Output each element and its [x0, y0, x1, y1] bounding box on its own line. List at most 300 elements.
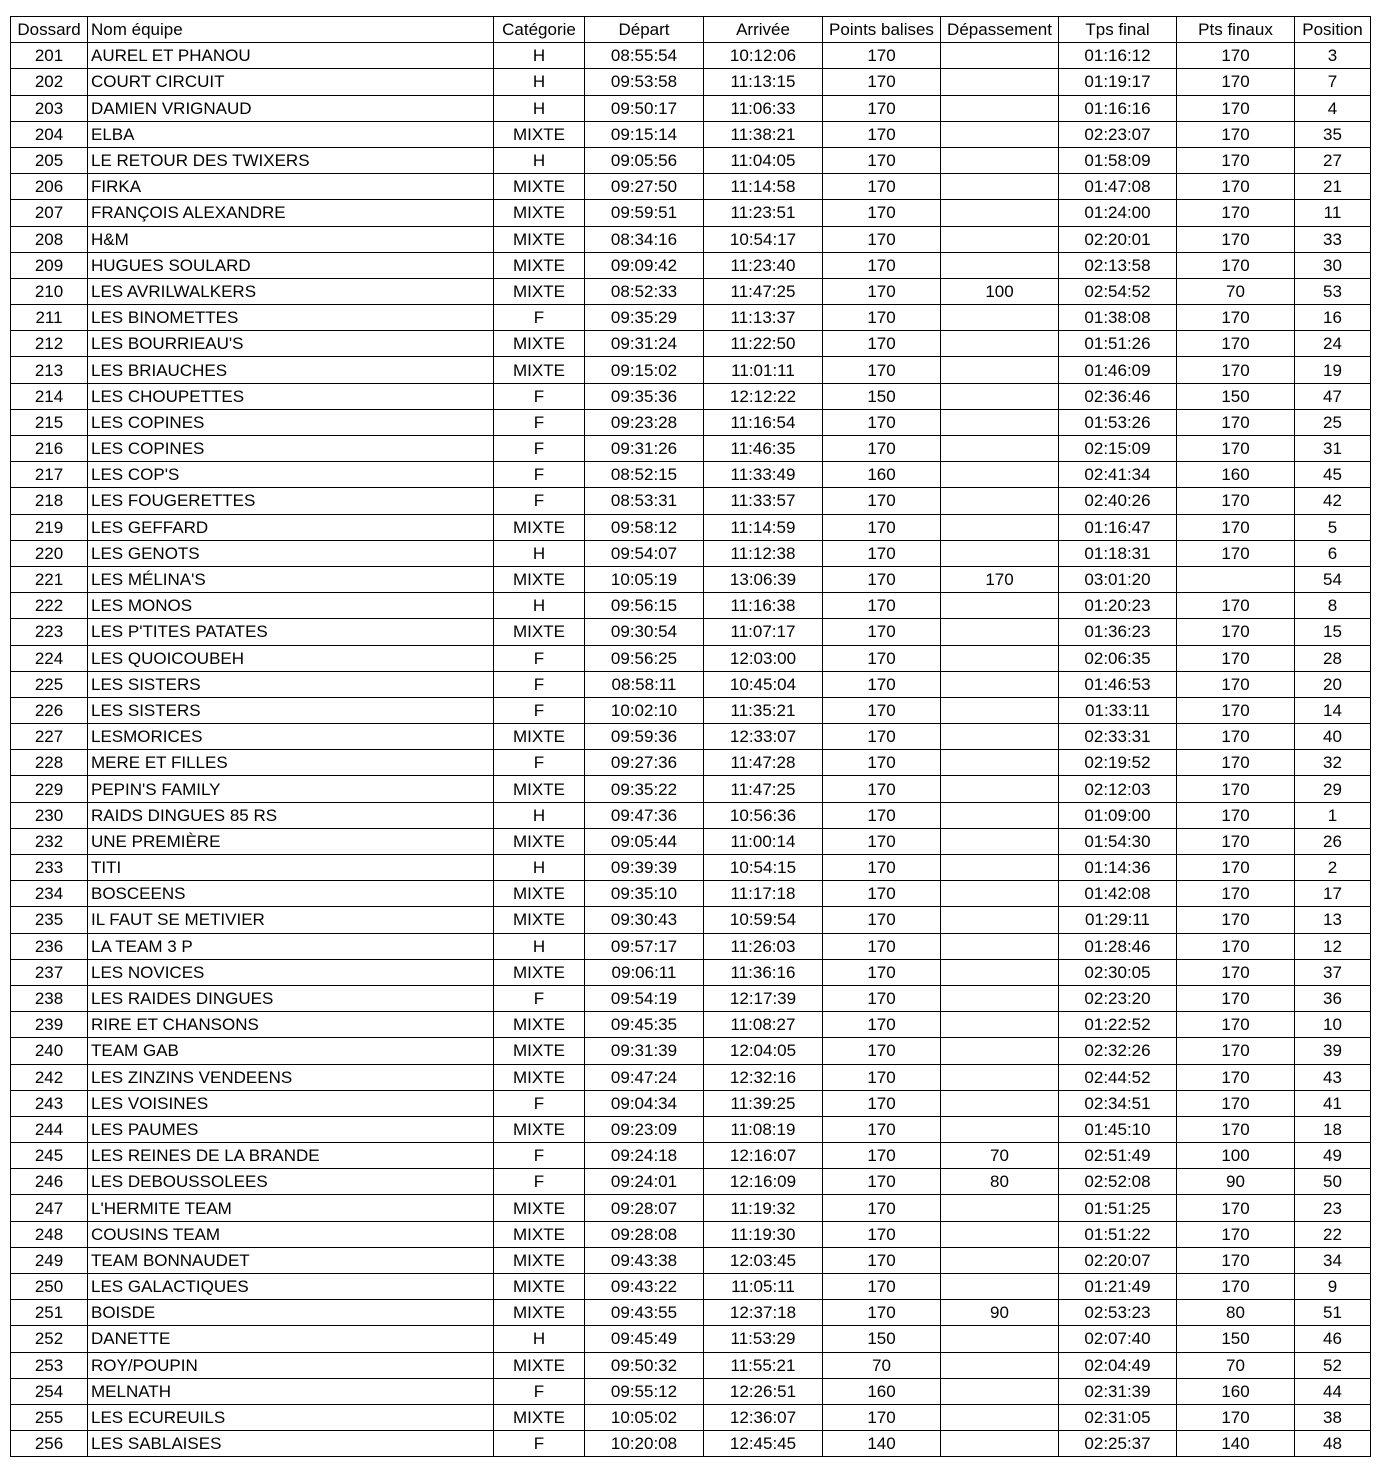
- pts-finaux-cell: 80: [1177, 1300, 1295, 1326]
- points-balises-cell: 170: [823, 1116, 941, 1142]
- categorie-cell: MIXTE: [494, 1116, 585, 1142]
- depart-cell: 09:47:36: [585, 802, 704, 828]
- table-row: [11, 1221, 1371, 1247]
- dossard-cell: 205: [11, 147, 88, 173]
- arrivee-cell: 11:01:11: [704, 357, 823, 383]
- categorie-cell: F: [494, 697, 585, 723]
- table-row: [11, 776, 1371, 802]
- depassement-cell: [941, 1064, 1059, 1090]
- pts-finaux-cell: 170: [1177, 357, 1295, 383]
- table-row: [11, 1116, 1371, 1142]
- tps-final-cell: 02:33:31: [1059, 724, 1177, 750]
- arrivee-cell: 11:14:59: [704, 514, 823, 540]
- depart-cell: 09:24:18: [585, 1143, 704, 1169]
- depart-cell: 09:06:11: [585, 959, 704, 985]
- depassement-cell: [941, 121, 1059, 147]
- depassement-cell: [941, 1247, 1059, 1273]
- arrivee-cell: 12:36:07: [704, 1404, 823, 1430]
- position-cell: 44: [1295, 1378, 1371, 1404]
- arrivee-cell: 11:33:57: [704, 488, 823, 514]
- pts-finaux-cell: 170: [1177, 1090, 1295, 1116]
- dossard-cell: 203: [11, 95, 88, 121]
- nom-equipe-cell: HUGUES SOULARD: [88, 252, 494, 278]
- depart-cell: 09:59:36: [585, 724, 704, 750]
- results-table: [10, 16, 1371, 1457]
- column-header-pts-finaux: Pts finaux: [1177, 17, 1295, 43]
- table-row: [11, 226, 1371, 252]
- categorie-cell: F: [494, 1143, 585, 1169]
- dossard-cell: 201: [11, 43, 88, 69]
- dossard-cell: 251: [11, 1300, 88, 1326]
- dossard-cell: 245: [11, 1143, 88, 1169]
- depart-cell: 08:52:15: [585, 462, 704, 488]
- dossard-cell: 256: [11, 1431, 88, 1457]
- position-cell: 38: [1295, 1404, 1371, 1430]
- nom-equipe-cell: TEAM BONNAUDET: [88, 1247, 494, 1273]
- position-cell: 2: [1295, 855, 1371, 881]
- tps-final-cell: 02:40:26: [1059, 488, 1177, 514]
- categorie-cell: H: [494, 43, 585, 69]
- nom-equipe-cell: H&M: [88, 226, 494, 252]
- table-row: [11, 488, 1371, 514]
- position-cell: 41: [1295, 1090, 1371, 1116]
- arrivee-cell: 10:45:04: [704, 671, 823, 697]
- categorie-cell: F: [494, 409, 585, 435]
- pts-finaux-cell: 150: [1177, 383, 1295, 409]
- tps-final-cell: 01:16:12: [1059, 43, 1177, 69]
- pts-finaux-cell: 170: [1177, 488, 1295, 514]
- tps-final-cell: 01:38:08: [1059, 305, 1177, 331]
- position-cell: 14: [1295, 697, 1371, 723]
- position-cell: 29: [1295, 776, 1371, 802]
- nom-equipe-cell: MERE ET FILLES: [88, 750, 494, 776]
- dossard-cell: 210: [11, 278, 88, 304]
- arrivee-cell: 11:46:35: [704, 436, 823, 462]
- depassement-cell: [941, 383, 1059, 409]
- nom-equipe-cell: LES PAUMES: [88, 1116, 494, 1142]
- dossard-cell: 229: [11, 776, 88, 802]
- pts-finaux-cell: 170: [1177, 226, 1295, 252]
- pts-finaux-cell: 170: [1177, 200, 1295, 226]
- dossard-cell: 206: [11, 174, 88, 200]
- table-row: [11, 907, 1371, 933]
- depassement-cell: [941, 985, 1059, 1011]
- dossard-cell: 244: [11, 1116, 88, 1142]
- pts-finaux-cell: 170: [1177, 540, 1295, 566]
- table-row: [11, 436, 1371, 462]
- nom-equipe-cell: LES P'TITES PATATES: [88, 619, 494, 645]
- tps-final-cell: 01:20:23: [1059, 593, 1177, 619]
- points-balises-cell: 170: [823, 566, 941, 592]
- points-balises-cell: 170: [823, 724, 941, 750]
- results-body: [11, 43, 1371, 1457]
- column-header-position: Position: [1295, 17, 1371, 43]
- position-cell: 32: [1295, 750, 1371, 776]
- categorie-cell: MIXTE: [494, 278, 585, 304]
- arrivee-cell: 12:12:22: [704, 383, 823, 409]
- arrivee-cell: 11:19:30: [704, 1221, 823, 1247]
- pts-finaux-cell: 170: [1177, 645, 1295, 671]
- nom-equipe-cell: BOSCEENS: [88, 881, 494, 907]
- arrivee-cell: 11:47:25: [704, 278, 823, 304]
- nom-equipe-cell: LES REINES DE LA BRANDE: [88, 1143, 494, 1169]
- table-row: [11, 409, 1371, 435]
- depassement-cell: [941, 619, 1059, 645]
- position-cell: 23: [1295, 1195, 1371, 1221]
- nom-equipe-cell: LES NOVICES: [88, 959, 494, 985]
- dossard-cell: 204: [11, 121, 88, 147]
- categorie-cell: MIXTE: [494, 331, 585, 357]
- nom-equipe-cell: LES ECUREUILS: [88, 1404, 494, 1430]
- pts-finaux-cell: 170: [1177, 776, 1295, 802]
- tps-final-cell: 02:30:05: [1059, 959, 1177, 985]
- nom-equipe-cell: LES FOUGERETTES: [88, 488, 494, 514]
- depassement-cell: 90: [941, 1300, 1059, 1326]
- tps-final-cell: 01:29:11: [1059, 907, 1177, 933]
- position-cell: 1: [1295, 802, 1371, 828]
- dossard-cell: 243: [11, 1090, 88, 1116]
- arrivee-cell: 11:16:38: [704, 593, 823, 619]
- dossard-cell: 223: [11, 619, 88, 645]
- arrivee-cell: 10:54:15: [704, 855, 823, 881]
- pts-finaux-cell: 170: [1177, 619, 1295, 645]
- tps-final-cell: 01:54:30: [1059, 828, 1177, 854]
- categorie-cell: MIXTE: [494, 1300, 585, 1326]
- position-cell: 24: [1295, 331, 1371, 357]
- table-row: [11, 855, 1371, 881]
- points-balises-cell: 170: [823, 436, 941, 462]
- categorie-cell: MIXTE: [494, 226, 585, 252]
- categorie-cell: F: [494, 750, 585, 776]
- dossard-cell: 228: [11, 750, 88, 776]
- points-balises-cell: 170: [823, 1274, 941, 1300]
- nom-equipe-cell: ROY/POUPIN: [88, 1352, 494, 1378]
- position-cell: 25: [1295, 409, 1371, 435]
- depart-cell: 09:45:35: [585, 1012, 704, 1038]
- pts-finaux-cell: 170: [1177, 855, 1295, 881]
- position-cell: 28: [1295, 645, 1371, 671]
- table-row: [11, 750, 1371, 776]
- nom-equipe-cell: AUREL ET PHANOU: [88, 43, 494, 69]
- nom-equipe-cell: BOISDE: [88, 1300, 494, 1326]
- arrivee-cell: 12:33:07: [704, 724, 823, 750]
- table-row: [11, 1274, 1371, 1300]
- depart-cell: 09:05:56: [585, 147, 704, 173]
- dossard-cell: 240: [11, 1038, 88, 1064]
- nom-equipe-cell: FRANÇOIS ALEXANDRE: [88, 200, 494, 226]
- categorie-cell: H: [494, 95, 585, 121]
- arrivee-cell: 12:45:45: [704, 1431, 823, 1457]
- pts-finaux-cell: 170: [1177, 1221, 1295, 1247]
- depassement-cell: [941, 1378, 1059, 1404]
- points-balises-cell: 170: [823, 252, 941, 278]
- position-cell: 49: [1295, 1143, 1371, 1169]
- depassement-cell: [941, 252, 1059, 278]
- arrivee-cell: 11:08:19: [704, 1116, 823, 1142]
- dossard-cell: 219: [11, 514, 88, 540]
- arrivee-cell: 11:13:37: [704, 305, 823, 331]
- tps-final-cell: 02:31:05: [1059, 1404, 1177, 1430]
- arrivee-cell: 11:55:21: [704, 1352, 823, 1378]
- arrivee-cell: 11:19:32: [704, 1195, 823, 1221]
- depassement-cell: [941, 933, 1059, 959]
- table-row: [11, 933, 1371, 959]
- categorie-cell: H: [494, 147, 585, 173]
- depassement-cell: [941, 95, 1059, 121]
- tps-final-cell: 02:44:52: [1059, 1064, 1177, 1090]
- arrivee-cell: 10:12:06: [704, 43, 823, 69]
- position-cell: 16: [1295, 305, 1371, 331]
- pts-finaux-cell: [1177, 566, 1295, 592]
- dossard-cell: 246: [11, 1169, 88, 1195]
- dossard-cell: 211: [11, 305, 88, 331]
- categorie-cell: H: [494, 593, 585, 619]
- column-header-categorie: Catégorie: [494, 17, 585, 43]
- position-cell: 37: [1295, 959, 1371, 985]
- depassement-cell: [941, 776, 1059, 802]
- dossard-cell: 230: [11, 802, 88, 828]
- tps-final-cell: 01:16:47: [1059, 514, 1177, 540]
- tps-final-cell: 01:51:22: [1059, 1221, 1177, 1247]
- tps-final-cell: 01:28:46: [1059, 933, 1177, 959]
- depassement-cell: [941, 724, 1059, 750]
- depart-cell: 09:35:29: [585, 305, 704, 331]
- table-row: [11, 514, 1371, 540]
- pts-finaux-cell: 160: [1177, 1378, 1295, 1404]
- arrivee-cell: 11:33:49: [704, 462, 823, 488]
- position-cell: 5: [1295, 514, 1371, 540]
- tps-final-cell: 01:18:31: [1059, 540, 1177, 566]
- depassement-cell: [941, 1038, 1059, 1064]
- nom-equipe-cell: COUSINS TEAM: [88, 1221, 494, 1247]
- position-cell: 12: [1295, 933, 1371, 959]
- pts-finaux-cell: 170: [1177, 1195, 1295, 1221]
- depassement-cell: [941, 1352, 1059, 1378]
- position-cell: 11: [1295, 200, 1371, 226]
- pts-finaux-cell: 90: [1177, 1169, 1295, 1195]
- depart-cell: 09:28:08: [585, 1221, 704, 1247]
- pts-finaux-cell: 170: [1177, 1038, 1295, 1064]
- arrivee-cell: 11:14:58: [704, 174, 823, 200]
- arrivee-cell: 11:13:15: [704, 69, 823, 95]
- position-cell: 53: [1295, 278, 1371, 304]
- table-row: [11, 671, 1371, 697]
- points-balises-cell: 170: [823, 540, 941, 566]
- pts-finaux-cell: 170: [1177, 959, 1295, 985]
- arrivee-cell: 11:47:28: [704, 750, 823, 776]
- points-balises-cell: 170: [823, 619, 941, 645]
- table-row: [11, 1378, 1371, 1404]
- table-row: [11, 1431, 1371, 1457]
- depart-cell: 09:04:34: [585, 1090, 704, 1116]
- dossard-cell: 232: [11, 828, 88, 854]
- pts-finaux-cell: 160: [1177, 462, 1295, 488]
- arrivee-cell: 11:17:18: [704, 881, 823, 907]
- categorie-cell: MIXTE: [494, 1247, 585, 1273]
- dossard-cell: 226: [11, 697, 88, 723]
- dossard-cell: 233: [11, 855, 88, 881]
- tps-final-cell: 01:16:16: [1059, 95, 1177, 121]
- table-row: [11, 724, 1371, 750]
- position-cell: 50: [1295, 1169, 1371, 1195]
- nom-equipe-cell: LESMORICES: [88, 724, 494, 750]
- points-balises-cell: 170: [823, 1064, 941, 1090]
- table-row: [11, 147, 1371, 173]
- categorie-cell: MIXTE: [494, 1404, 585, 1430]
- pts-finaux-cell: 170: [1177, 593, 1295, 619]
- points-balises-cell: 170: [823, 907, 941, 933]
- table-row: [11, 645, 1371, 671]
- position-cell: 30: [1295, 252, 1371, 278]
- points-balises-cell: 170: [823, 69, 941, 95]
- table-row: [11, 305, 1371, 331]
- position-cell: 8: [1295, 593, 1371, 619]
- dossard-cell: 237: [11, 959, 88, 985]
- dossard-cell: 224: [11, 645, 88, 671]
- dossard-cell: 213: [11, 357, 88, 383]
- position-cell: 19: [1295, 357, 1371, 383]
- arrivee-cell: 12:03:00: [704, 645, 823, 671]
- nom-equipe-cell: IL FAUT SE METIVIER: [88, 907, 494, 933]
- arrivee-cell: 12:26:51: [704, 1378, 823, 1404]
- tps-final-cell: 01:33:11: [1059, 697, 1177, 723]
- position-cell: 22: [1295, 1221, 1371, 1247]
- table-row: [11, 881, 1371, 907]
- tps-final-cell: 01:46:53: [1059, 671, 1177, 697]
- table-row: [11, 540, 1371, 566]
- nom-equipe-cell: PEPIN'S FAMILY: [88, 776, 494, 802]
- arrivee-cell: 10:59:54: [704, 907, 823, 933]
- categorie-cell: F: [494, 1378, 585, 1404]
- depassement-cell: 170: [941, 566, 1059, 592]
- pts-finaux-cell: 170: [1177, 174, 1295, 200]
- categorie-cell: F: [494, 1169, 585, 1195]
- pts-finaux-cell: 170: [1177, 409, 1295, 435]
- categorie-cell: H: [494, 933, 585, 959]
- depassement-cell: 70: [941, 1143, 1059, 1169]
- tps-final-cell: 01:09:00: [1059, 802, 1177, 828]
- depassement-cell: [941, 959, 1059, 985]
- categorie-cell: MIXTE: [494, 357, 585, 383]
- depassement-cell: [941, 855, 1059, 881]
- depassement-cell: [941, 200, 1059, 226]
- categorie-cell: H: [494, 69, 585, 95]
- depart-cell: 09:50:17: [585, 95, 704, 121]
- arrivee-cell: 12:16:09: [704, 1169, 823, 1195]
- pts-finaux-cell: 170: [1177, 985, 1295, 1011]
- arrivee-cell: 11:26:03: [704, 933, 823, 959]
- points-balises-cell: 170: [823, 959, 941, 985]
- tps-final-cell: 02:04:49: [1059, 1352, 1177, 1378]
- points-balises-cell: 170: [823, 671, 941, 697]
- position-cell: 9: [1295, 1274, 1371, 1300]
- pts-finaux-cell: 170: [1177, 95, 1295, 121]
- depart-cell: 08:52:33: [585, 278, 704, 304]
- pts-finaux-cell: 170: [1177, 697, 1295, 723]
- depart-cell: 09:54:19: [585, 985, 704, 1011]
- points-balises-cell: 170: [823, 1404, 941, 1430]
- nom-equipe-cell: LES BRIAUCHES: [88, 357, 494, 383]
- categorie-cell: MIXTE: [494, 1064, 585, 1090]
- pts-finaux-cell: 170: [1177, 252, 1295, 278]
- dossard-cell: 216: [11, 436, 88, 462]
- position-cell: 31: [1295, 436, 1371, 462]
- arrivee-cell: 12:16:07: [704, 1143, 823, 1169]
- categorie-cell: F: [494, 1431, 585, 1457]
- depart-cell: 09:57:17: [585, 933, 704, 959]
- categorie-cell: MIXTE: [494, 724, 585, 750]
- categorie-cell: F: [494, 985, 585, 1011]
- table-row: [11, 1169, 1371, 1195]
- categorie-cell: MIXTE: [494, 200, 585, 226]
- depart-cell: 09:31:26: [585, 436, 704, 462]
- points-balises-cell: 170: [823, 1195, 941, 1221]
- points-balises-cell: 170: [823, 278, 941, 304]
- position-cell: 33: [1295, 226, 1371, 252]
- tps-final-cell: 02:25:37: [1059, 1431, 1177, 1457]
- points-balises-cell: 170: [823, 514, 941, 540]
- categorie-cell: MIXTE: [494, 1221, 585, 1247]
- points-balises-cell: 170: [823, 1247, 941, 1273]
- depart-cell: 09:43:22: [585, 1274, 704, 1300]
- points-balises-cell: 170: [823, 1038, 941, 1064]
- depassement-cell: [941, 1404, 1059, 1430]
- points-balises-cell: 170: [823, 331, 941, 357]
- nom-equipe-cell: RIRE ET CHANSONS: [88, 1012, 494, 1038]
- categorie-cell: MIXTE: [494, 1012, 585, 1038]
- nom-equipe-cell: LES BINOMETTES: [88, 305, 494, 331]
- nom-equipe-cell: LES SABLAISES: [88, 1431, 494, 1457]
- arrivee-cell: 11:12:38: [704, 540, 823, 566]
- depart-cell: 10:20:08: [585, 1431, 704, 1457]
- points-balises-cell: 170: [823, 488, 941, 514]
- nom-equipe-cell: LES COPINES: [88, 409, 494, 435]
- categorie-cell: MIXTE: [494, 959, 585, 985]
- categorie-cell: MIXTE: [494, 1352, 585, 1378]
- depart-cell: 09:09:42: [585, 252, 704, 278]
- depassement-cell: [941, 1195, 1059, 1221]
- depassement-cell: [941, 540, 1059, 566]
- nom-equipe-cell: LES SISTERS: [88, 671, 494, 697]
- depart-cell: 09:23:28: [585, 409, 704, 435]
- nom-equipe-cell: RAIDS DINGUES 85 RS: [88, 802, 494, 828]
- depart-cell: 09:35:36: [585, 383, 704, 409]
- points-balises-cell: 170: [823, 357, 941, 383]
- pts-finaux-cell: 170: [1177, 1064, 1295, 1090]
- tps-final-cell: 03:01:20: [1059, 566, 1177, 592]
- depassement-cell: [941, 462, 1059, 488]
- depassement-cell: [941, 1274, 1059, 1300]
- depassement-cell: [941, 488, 1059, 514]
- tps-final-cell: 01:24:00: [1059, 200, 1177, 226]
- dossard-cell: 242: [11, 1064, 88, 1090]
- table-row: [11, 278, 1371, 304]
- depassement-cell: [941, 1326, 1059, 1352]
- column-header-points-balises: Points balises: [823, 17, 941, 43]
- tps-final-cell: 01:45:10: [1059, 1116, 1177, 1142]
- dossard-cell: 227: [11, 724, 88, 750]
- points-balises-cell: 170: [823, 1012, 941, 1038]
- pts-finaux-cell: 170: [1177, 933, 1295, 959]
- tps-final-cell: 02:07:40: [1059, 1326, 1177, 1352]
- depart-cell: 09:47:24: [585, 1064, 704, 1090]
- dossard-cell: 249: [11, 1247, 88, 1273]
- points-balises-cell: 170: [823, 802, 941, 828]
- position-cell: 47: [1295, 383, 1371, 409]
- position-cell: 15: [1295, 619, 1371, 645]
- nom-equipe-cell: LES DEBOUSSOLEES: [88, 1169, 494, 1195]
- table-row: [11, 1012, 1371, 1038]
